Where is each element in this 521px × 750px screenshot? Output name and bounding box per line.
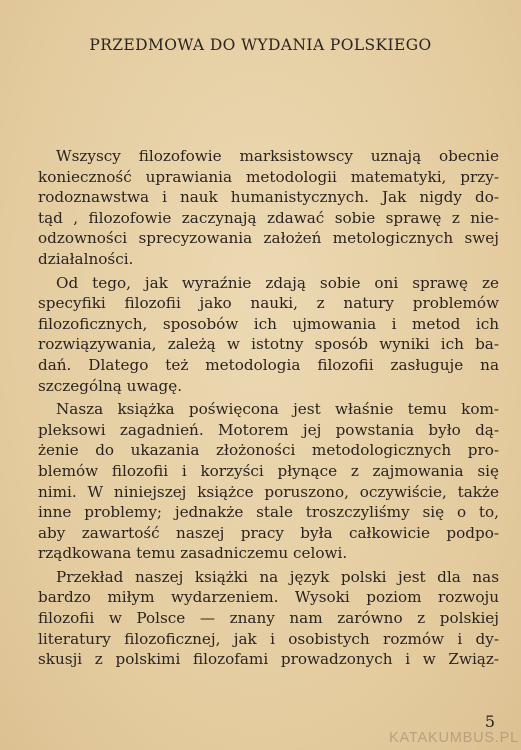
- paragraph-2: [38, 273, 499, 397]
- body-text: [38, 146, 499, 670]
- text-line: skusji z polskimi filozofami prowadzonych i w Związ-: [38, 650, 499, 669]
- text-line: działalności.: [38, 249, 134, 268]
- text-line: filozofii w Polsce — znany nam zarówno z polskiej: [38, 609, 499, 628]
- text-line: nimi. W niniejszej książce poruszono, oczywiście, także: [38, 482, 499, 501]
- text-line: konieczność uprawiania metodologii matematyki, przy-: [38, 167, 499, 186]
- text-line: rządkowana temu zasadniczemu celowi.: [38, 544, 348, 563]
- text-line: Od tego, jak wyraźnie zdają sobie oni sprawę ze: [56, 273, 499, 292]
- text-line: Nasza książka poświęcona jest właśnie temu kom-: [56, 400, 499, 419]
- text-line: blemów filozofii i korzyści płynące z zajmowania się: [38, 461, 499, 480]
- text-line: Przekład naszej książki na język polski jest dla nas: [56, 567, 499, 586]
- page-number: 5: [484, 712, 495, 731]
- paragraph-1: [38, 146, 499, 270]
- text-line: inne problemy; jednakże stale troszczyliśmy się o to,: [38, 503, 499, 522]
- text-line: dań. Dlatego też metodologia filozofii zasługuje na: [38, 355, 499, 374]
- text-line: pleksowi zagadnień. Motorem jej powstania było dą-: [38, 420, 499, 439]
- watermark: KATAKUMBUS.PL: [389, 730, 519, 746]
- text-line: bardzo miłym wydarzeniem. Wysoki poziom rozwoju: [38, 588, 499, 607]
- page-heading: PRZEDMOWA DO WYDANIA POLSKIEGO: [89, 36, 432, 54]
- paragraph-4: [38, 567, 499, 670]
- text-line: filozoficznych, sposobów ich ujmowania i metod ich: [38, 314, 499, 333]
- text-line: literatury filozoficznej, jak i osobistych rozmów i dy-: [38, 629, 499, 648]
- text-line: specyfiki filozofii jako nauki, z natury problemów: [38, 294, 499, 313]
- text-line: Wszyscy filozofowie marksistowscy uznają obecnie: [56, 147, 499, 165]
- text-line: odzowności sprecyzowania założeń metologicznych swej: [38, 229, 499, 248]
- text-line: rodoznawstwa i nauk humanistycznych. Jak nigdy do-: [38, 188, 499, 207]
- text-line: żenie do ukazania złożoności metodologicznych pro-: [38, 441, 499, 460]
- paragraph-3: [38, 399, 499, 564]
- text-line: rozwiązywania, zależą w istotny sposób wyniki ich ba-: [38, 335, 499, 354]
- text-line: tąd , filozofowie zaczynają zdawać sobie sprawę z nie-: [38, 208, 499, 227]
- text-line: szczególną uwagę.: [38, 376, 183, 395]
- text-line: aby zawartość naszej pracy była całkowicie podpo-: [38, 523, 499, 542]
